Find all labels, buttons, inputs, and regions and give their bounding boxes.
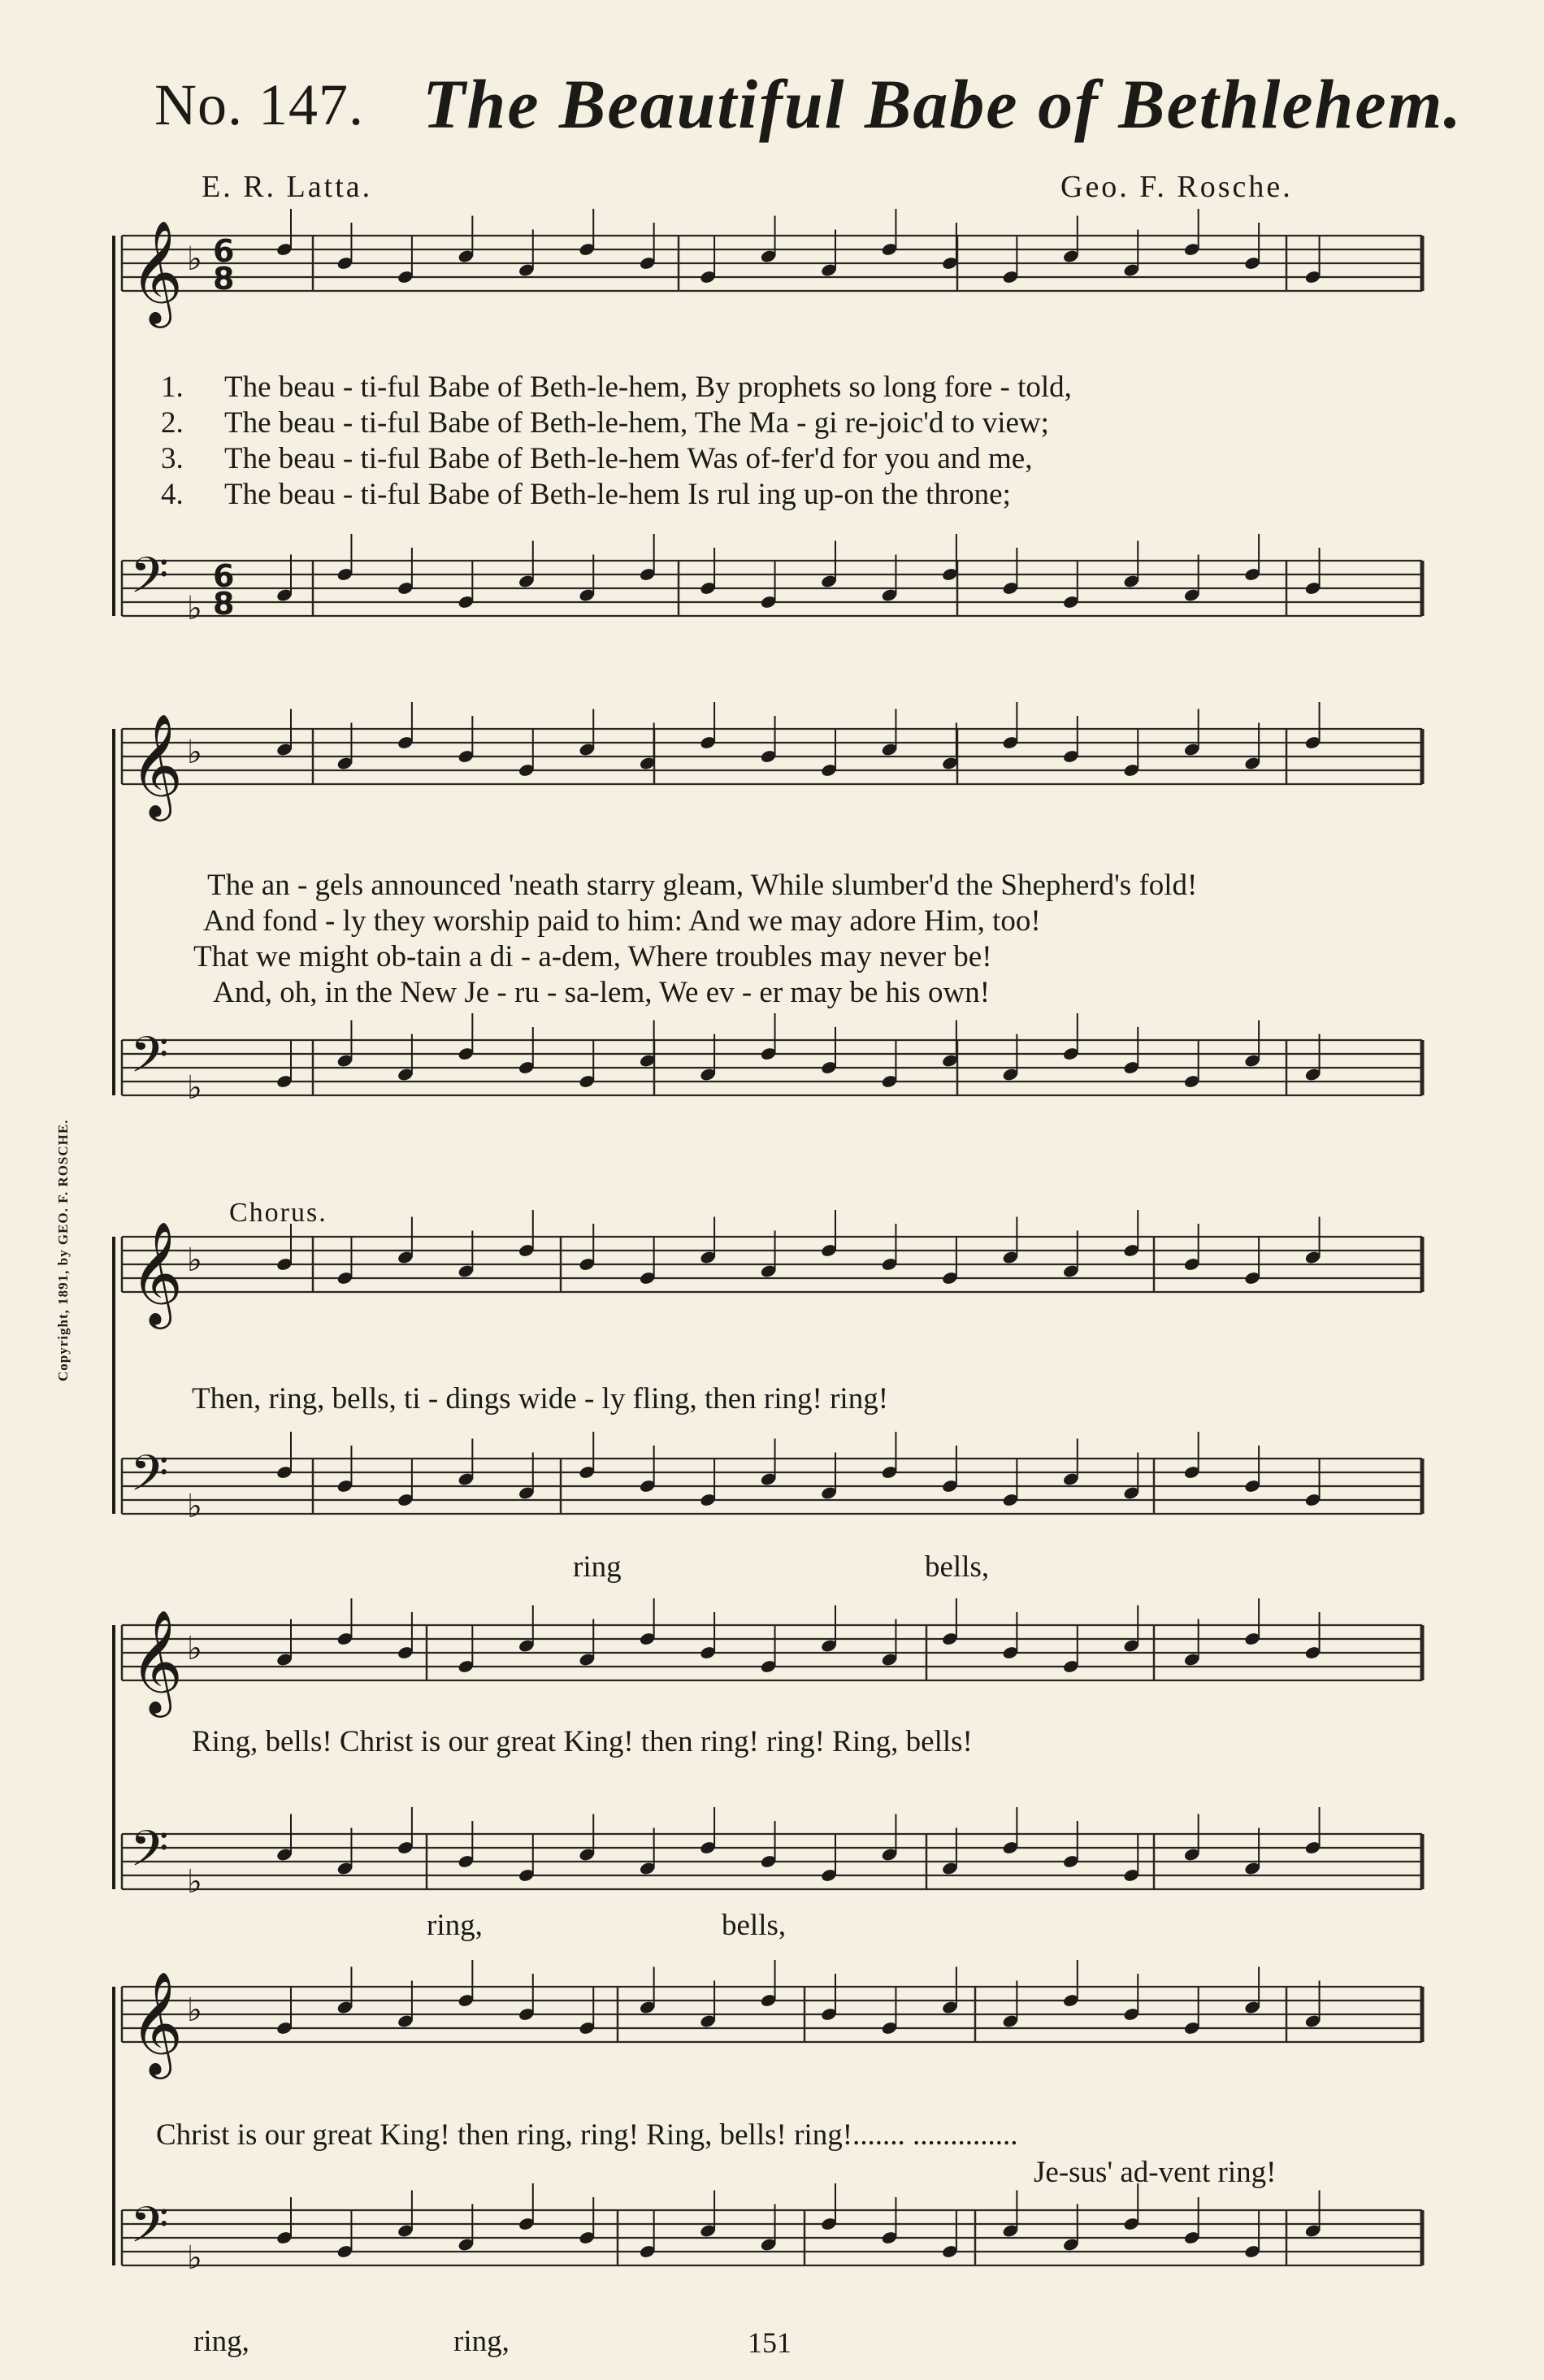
time-signature-digit: 8 [213,586,235,622]
chorus-line-3-treble: Christ is our great King! then ring, ring! Ring, bells! ring!....... .............. [156,2118,1018,2152]
bass-clef-icon: 𝄢 [130,2196,169,2266]
chorus-line-3-bass-b: ring, [453,2325,510,2358]
flat-icon: ♭ [187,1069,202,1107]
bass-clef-icon: 𝄢 [130,1820,169,1890]
flat-icon: ♭ [187,2239,202,2277]
flat-icon: ♭ [187,1488,202,1525]
verse-4-line-2: And, oh, in the New Je - ru - sa-lem, We ev - er may be his own! [213,976,991,1009]
treble-clef-icon: 𝄞 [130,1970,184,2074]
chorus-line-1-bass-a: ring [573,1550,622,1584]
copyright-notice: Copyright, 1891, by GEO. F. ROSCHE. [55,1119,71,1381]
bass-clef-icon: 𝄢 [130,547,169,617]
flat-icon: ♭ [187,1992,202,2029]
time-signature-digit: 8 [213,261,235,297]
verse-3-line-2: That we might ob-tain a di - a-dem, Where troubles may never be! [193,940,992,973]
bass-clef-icon: 𝄢 [130,1026,169,1096]
lyricist-credit: E. R. Latta. [202,170,373,204]
chorus-line-2-bass-a: ring, [427,1909,483,1942]
verse-3-line-1: 3. The beau - ti-ful Babe of Beth-le-hem Was of-fer'd for you and me, [161,442,1033,475]
composer-credit: Geo. F. Rosche. [1060,170,1293,204]
chorus-line-3-bass-a: ring, [193,2325,249,2358]
verse-4-line-1: 4. The beau - ti-ful Babe of Beth-le-hem Is rul ing up-on the throne; [161,478,1011,511]
chorus-line-3-alto: Je-sus' ad-vent ring! [1034,2156,1277,2189]
treble-clef-icon: 𝄞 [130,1220,184,1324]
page-number: 151 [748,2326,792,2359]
treble-clef-icon: 𝄞 [130,219,184,323]
chorus-line-1-bass-b: bells, [925,1550,990,1584]
time-signature-digit: 6 [213,558,235,594]
verse-2-line-1: 2. The beau - ti-ful Babe of Beth-le-hem, The Ma - gi re-joic'd to view; [161,406,1049,440]
flat-icon: ♭ [187,1863,202,1901]
flat-icon: ♭ [187,734,202,771]
flat-icon: ♭ [187,1630,202,1667]
flat-icon: ♭ [187,590,202,627]
verse-1-line-2: The an - gels announced 'neath starry gleam, While slumber'd the Shepherd's fold! [207,869,1198,902]
chorus-line-2-treble: Ring, bells! Christ is our great King! then ring! ring! Ring, bells! [192,1725,973,1758]
flat-icon: ♭ [187,1242,202,1279]
time-signature-digit: 6 [213,233,235,269]
verse-2-line-2: And fond - ly they worship paid to him: And we may adore Him, too! [203,904,1041,938]
chorus-line-1-treble: Then, ring, bells, ti - dings wide - ly fling, then ring! ring! [192,1382,889,1415]
hymn-number: No. 147. [154,72,364,137]
flat-icon: ♭ [187,241,202,278]
chorus-label: Chorus. [229,1198,327,1228]
hymn-title: The Beautiful Babe of Bethlehem. [423,65,1463,143]
chorus-line-2-bass-b: bells, [722,1909,787,1942]
treble-clef-icon: 𝄞 [130,713,184,817]
treble-clef-icon: 𝄞 [130,1609,184,1713]
bass-clef-icon: 𝄢 [130,1445,169,1515]
verse-1-line-1: 1. The beau - ti-ful Babe of Beth-le-hem, By prophets so long fore - told, [161,371,1072,404]
